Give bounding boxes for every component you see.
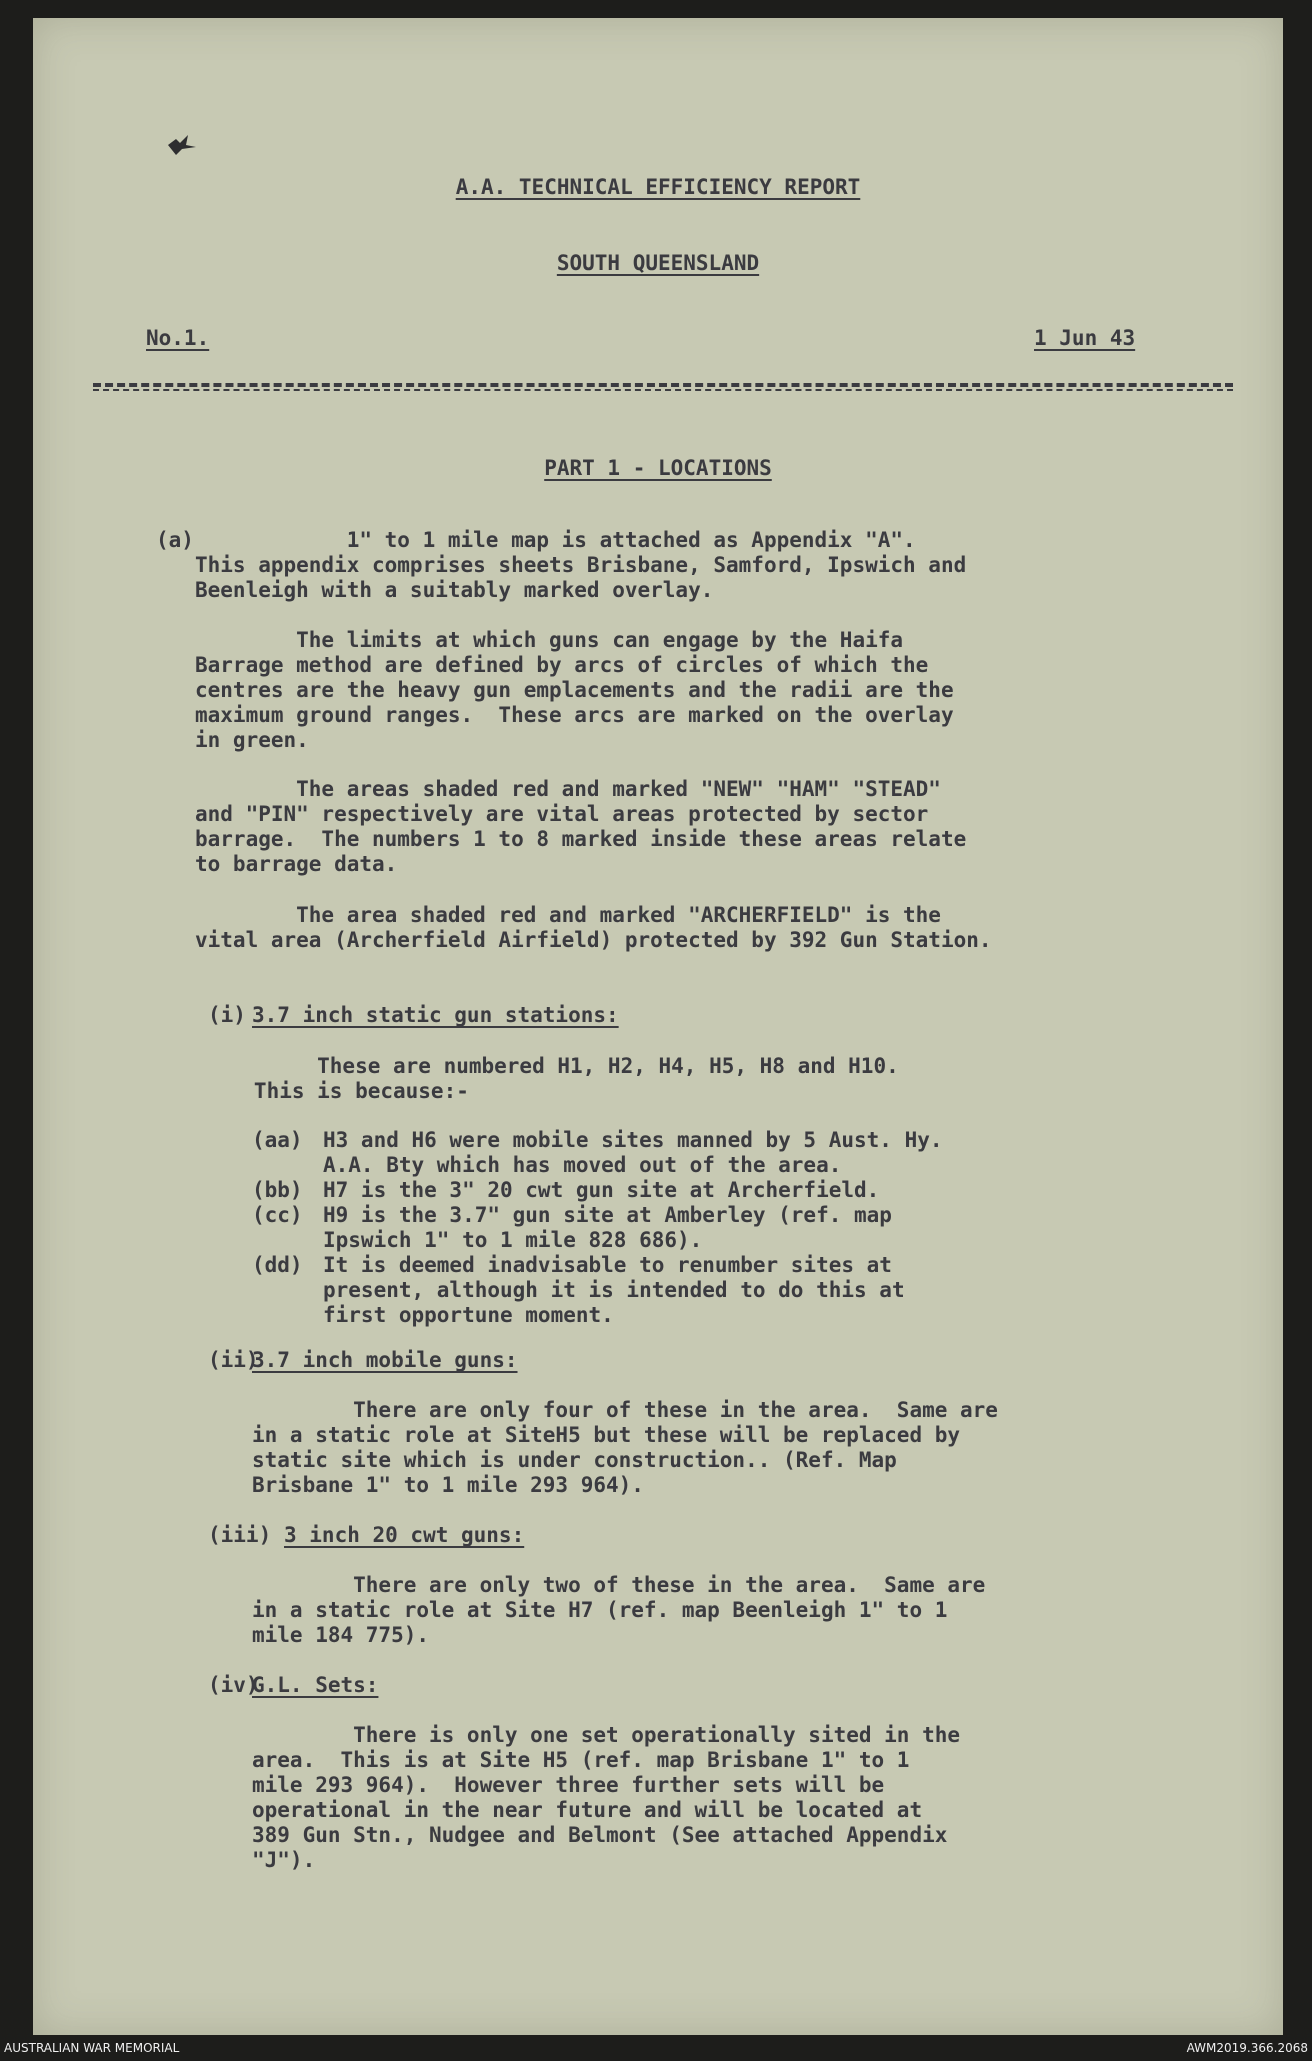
item-i-body: These are numbered H1, H2, H4, H5, H8 and H10. This is because:- — [253, 1054, 899, 1103]
section-a-paragraph-4: The area shaded red and marked "ARCHERFIELD" is the vital area (Archerfield Airfield) protected by 392 Gun Station. — [195, 903, 992, 952]
item-ii-marker: (ii) — [208, 1348, 259, 1372]
section-a-paragraph-1: 1" to 1 mile map is attached as Appendix "A". This appendix comprises sheets Brisbane, Samford, Ipswich and Beenleigh with a suitably marked overlay. — [195, 528, 967, 602]
header-divider — [93, 383, 1233, 387]
item-iv-body: There is only one set operationally sited in the area. This is at Site H5 (ref. map Brisbane 1" to 1 mile 293 964). However three further sets will be operational in the near future and will be located at 389 Gun Stn., Nudgee and Belmont (See attached Appendix "J"). — [252, 1723, 961, 1872]
report-date: 1 Jun 43 — [1034, 326, 1136, 350]
item-ii-heading: 3.7 inch mobile guns: — [252, 1348, 518, 1372]
part-heading: PART 1 - LOCATIONS — [544, 456, 772, 480]
subitem-cc-text: H9 is the 3.7" gun site at Amberley (ref. map Ipswich 1" to 1 mile 828 686). — [323, 1203, 892, 1252]
section-a-marker: (a) — [156, 528, 194, 552]
report-title: A.A. TECHNICAL EFFICIENCY REPORT — [455, 175, 861, 199]
item-iii-marker: (iii) — [208, 1523, 272, 1547]
document-page — [33, 18, 1283, 2035]
item-i-marker: (i) — [208, 1003, 246, 1027]
footer-source: AUSTRALIAN WAR MEMORIAL — [4, 2041, 180, 2055]
subitem-dd-marker: (dd) — [252, 1253, 303, 1277]
subitem-aa-text: H3 and H6 were mobile sites manned by 5 Aust. Hy. A.A. Bty which has moved out of the area. — [323, 1128, 943, 1177]
item-ii-body: There are only four of these in the area. Same are in a static role at SiteH5 but these will be replaced by static site which is under construction.. (Ref. Map Brisbane 1" to 1 mile 293 964). — [252, 1398, 998, 1497]
section-a-paragraph-2: The limits at which guns can engage by the Haifa Barrage method are defined by arcs of circles of which the centres are the heavy gun emplacements and the radii are the maximum ground ranges. These arcs are marked on the overlay in green. — [195, 628, 954, 752]
subitem-dd-text: It is deemed inadvisable to renumber sites at present, although it is intended to do this at first opportune moment. — [323, 1253, 905, 1327]
header-divider-underline — [93, 389, 1233, 391]
item-i-heading: 3.7 inch static gun stations: — [252, 1003, 619, 1027]
item-iv-marker: (iv) — [208, 1673, 259, 1697]
footer-accession-number: AWM2019.366.2068 — [1186, 2041, 1308, 2055]
item-iv-heading: G.L. Sets: — [252, 1673, 379, 1697]
report-region: SOUTH QUEENSLAND — [556, 251, 760, 275]
ink-mark-icon — [166, 133, 200, 157]
item-iii-heading: 3 inch 20 cwt guns: — [284, 1523, 525, 1547]
subitem-cc-marker: (cc) — [252, 1203, 303, 1227]
section-a-paragraph-3: The areas shaded red and marked "NEW" "HAM" "STEAD" and "PIN" respectively are vital areas protected by sector barrage. The numbers 1 to 8 marked inside these areas relate to barrage data. — [195, 777, 967, 876]
item-iii-body: There are only two of these in the area. Same are in a static role at Site H7 (ref. map Beenleigh 1" to 1 mile 184 775). — [252, 1573, 986, 1647]
subitem-bb-text: H7 is the 3" 20 cwt gun site at Archerfield. — [323, 1178, 880, 1202]
subitem-bb-marker: (bb) — [252, 1178, 303, 1202]
subitem-aa-marker: (aa) — [252, 1128, 303, 1152]
report-number: No.1. — [146, 326, 210, 350]
